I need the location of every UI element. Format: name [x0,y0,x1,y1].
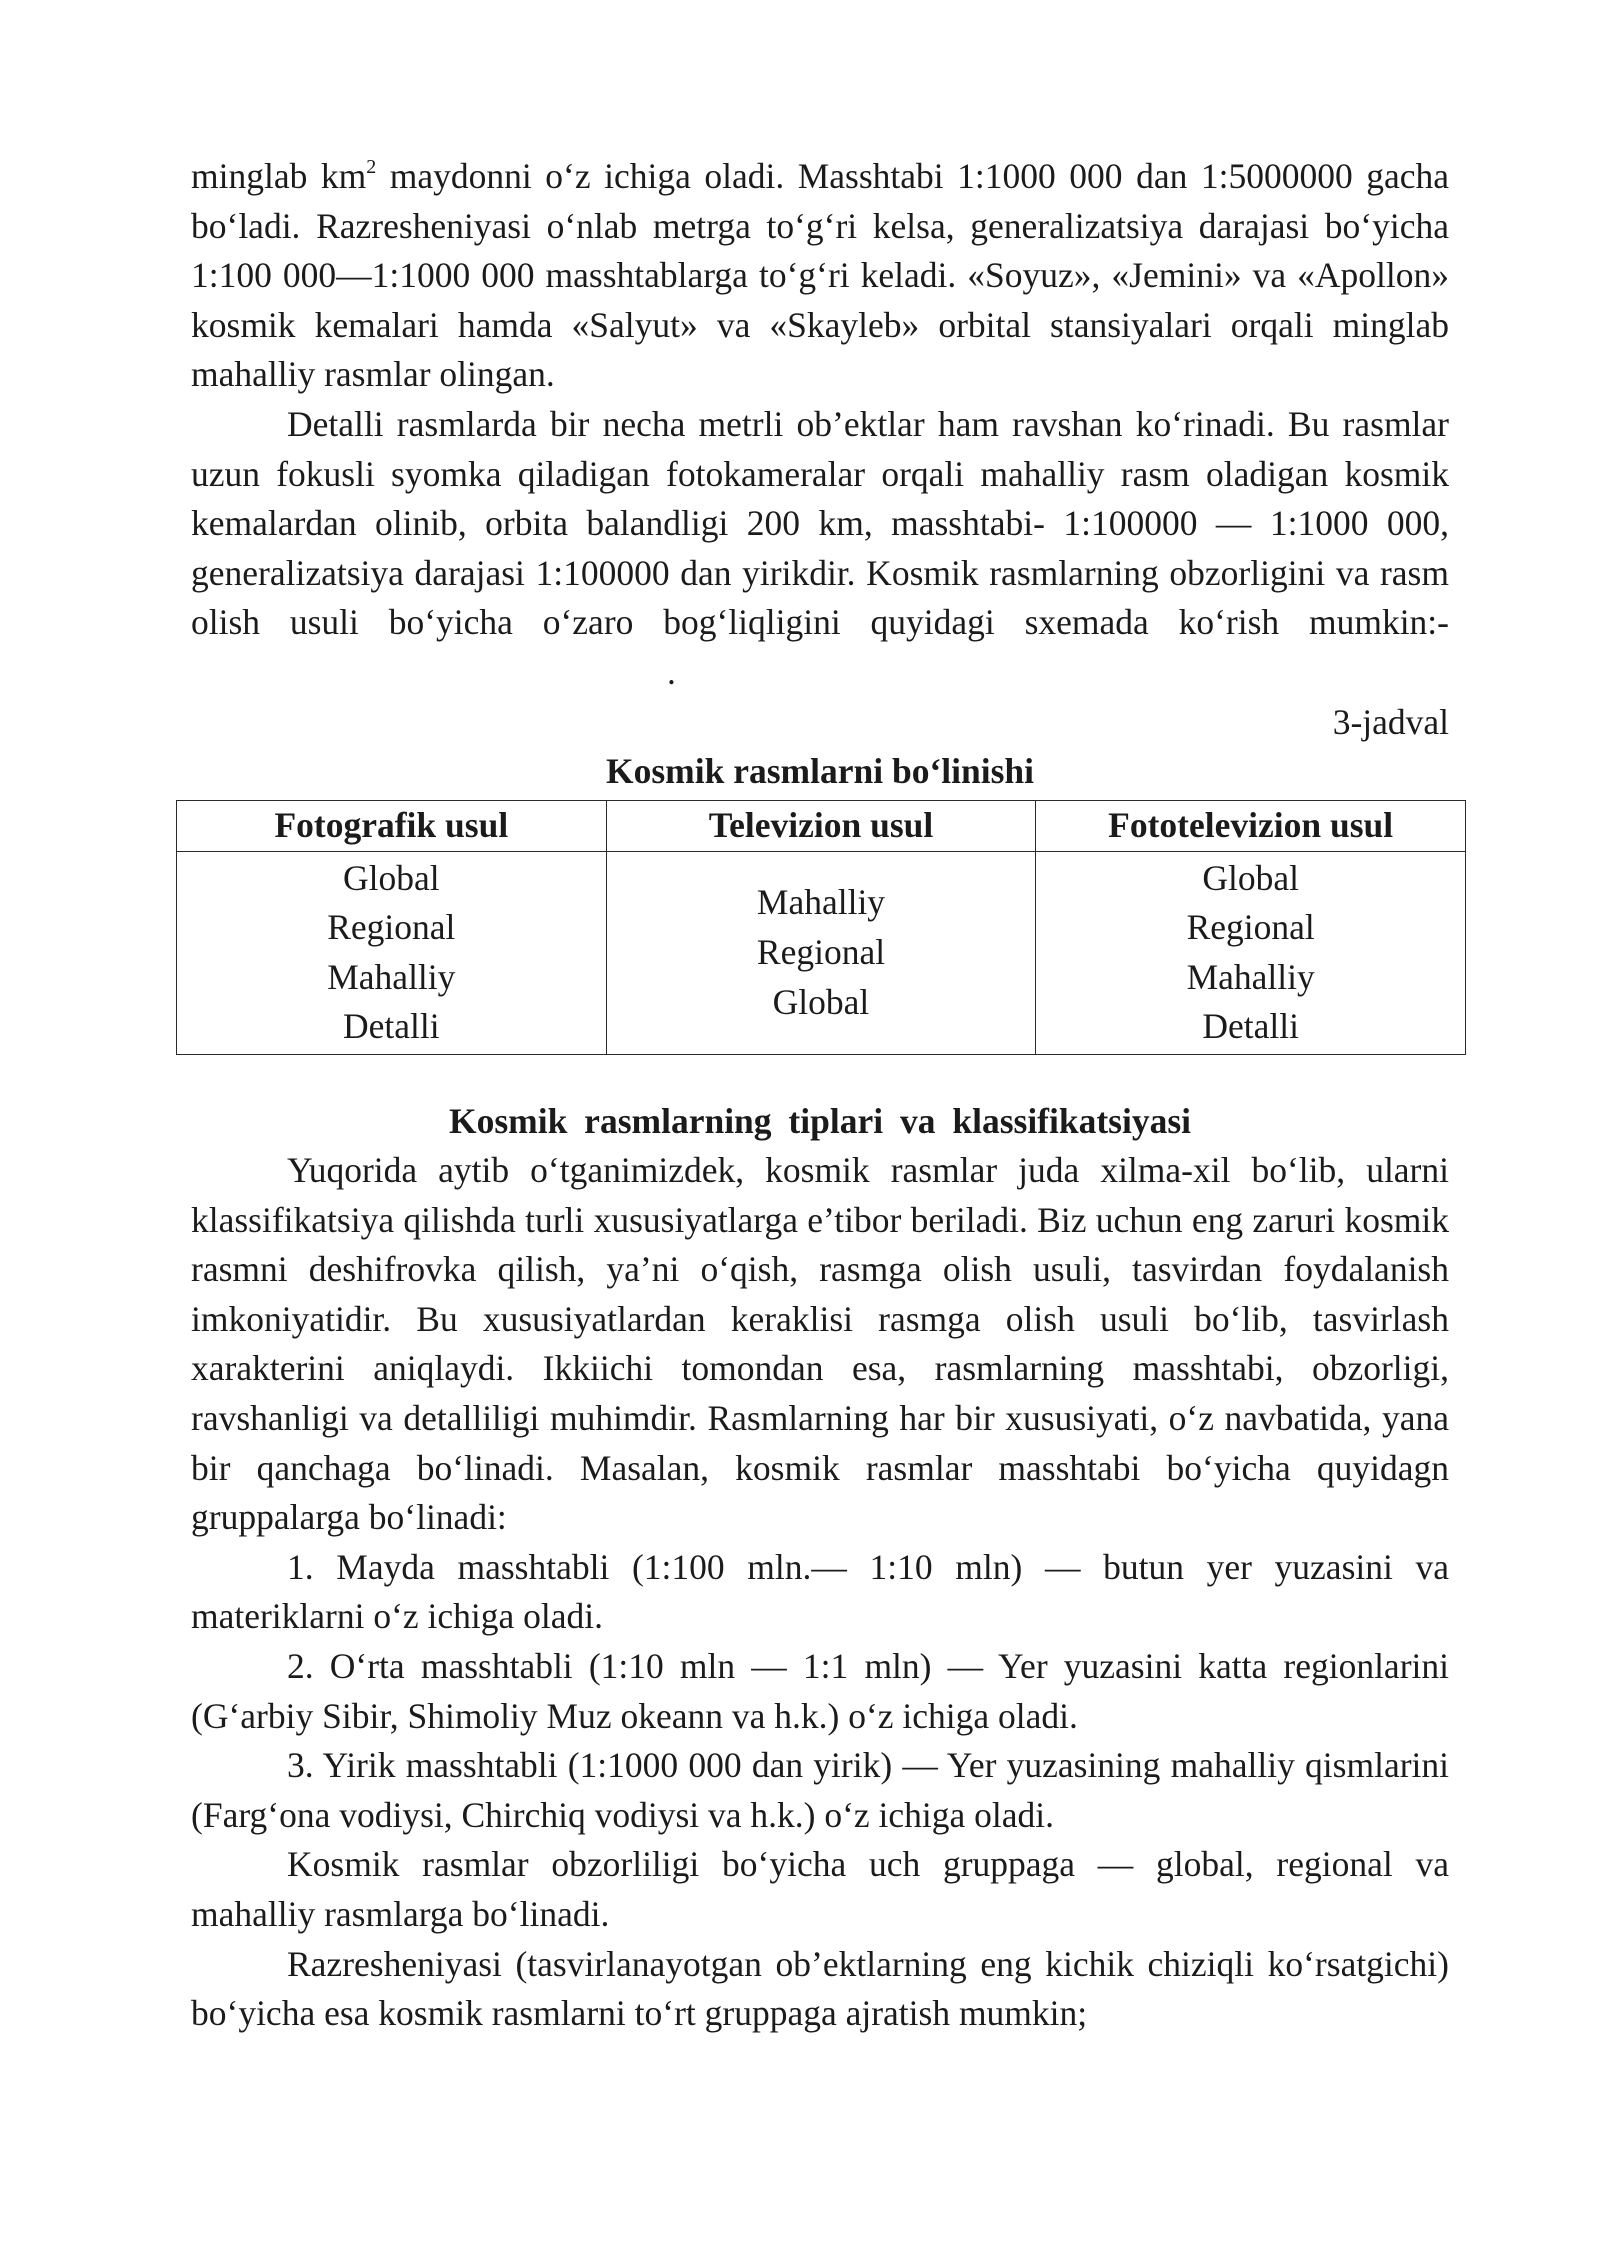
cell-phototelevision [1036,851,1466,1054]
table-row [177,851,1466,1054]
classification-table [176,800,1466,1055]
table-title: Kosmik rasmlarni bo‘linishi [605,751,1035,792]
page-top-text [191,152,1449,797]
header-television: Televizion usul [606,801,1036,852]
cell-item: Global [1202,857,1299,898]
cell-item: Detalli [343,1006,440,1047]
list-item-3: 3. Yirik masshtabli (1:1000 000 dan yirik) — Yer yuzasining mahalliy qismlarini (Farg‘ona vodiysi, Chirchiq vodiysi va h.k.) o‘z ichiga oladi. [191,1745,1449,1835]
cell-item: Detalli [1202,1006,1299,1047]
trailing-dot: . [667,651,676,692]
superscript: 2 [366,156,377,178]
cell-photographic [177,851,607,1054]
paragraph-2-text: Detalli rasmlarda bir necha metrli ob’ektlar ham ravshan ko‘rinadi. Bu rasmlar uzun fokusli syomka qiladigan fotokameralar orqali mahalliy rasm oladigan kosmik kemalardan olinib, orbita balandligi 200 km, masshtabi- 1:100000 — 1:1000 000, generalizatsiya darajasi 1:100000 dan yirikdir. Kosmik rasmlarning obzorligini va rasm olish usuli bo‘yicha o‘zaro bog‘liqligini quyidagi sxemada ko‘rish mumkin:- [191,403,1449,643]
cell-item: Regional [1186,907,1315,948]
section-paragraph-1: Yuqorida aytib o‘tganimizdek, kosmik rasmlar juda xilma-xil bo‘lib, ularni klassifikatsiya qilishda turli xususiyatlarga e’tibor beriladi. Biz uchun eng zaruri kosmik rasmni deshifrovka qilish, ya’ni o‘qish, rasmga olish usuli, tasvirdan foydalanish imkoniyatidir. Bu xususiyatlardan keraklisi rasmga olish usuli bo‘lib, tasvirlash xarakterini aniqlaydi. Ikkiichi tomondan esa, rasmlarning masshtabi, obzorligi, ravshanligi va detalliligi muhimdir. Rasmlarning har bir xususiyati, o‘z navbatida, yana bir qanchaga bo‘linadi. Masalan, kosmik rasmlar masshtabi bo‘yicha quyidagn gruppalarga bo‘linadi: [191,1150,1449,1538]
paragraph-1-start: minglab km [191,156,367,196]
section-heading-wrap [191,1097,1449,1147]
header-photographic: Fotografik usul [177,801,607,852]
cell-item: Mahalliy [327,956,456,997]
cell-item: Global [772,981,870,1022]
cell-item: Mahalliy [756,882,886,923]
section-heading: Kosmik rasmlarning tiplari va klassifikatsiyasi [448,1101,1192,1141]
cell-item: Regional [327,907,456,948]
list-item-1: 1. Mayda masshtabli (1:100 mln.— 1:10 mln) — butun yer yuzasini va materiklarni o‘z ichiga oladi. [191,1546,1449,1637]
paragraph-1 [191,152,1449,400]
cell-item: Global [343,857,440,898]
paragraph-1-rest: maydonni o‘z ichiga oladi. Masshtabi 1:1000 000 dan 1:5000000 gacha bo‘ladi. Razresheniyasi o‘nlab metrga to‘g‘ri kelsa, generalizatsiya darajasi bo‘yicha 1:100 000—1:1000 000 masshtablarga to‘g‘ri keladi. «Soyuz», «Jemini» va «Apollon» kosmik kemalari hamda «Salyut» va «Skayleb» orbital stansiyalari orqali minglab mahalliy rasmlar olingan. [191,156,1449,395]
cell-television [606,851,1036,1054]
cell-item: Mahalliy [1186,956,1315,997]
section-paragraph-3: Razresheniyasi (tasvirlanayotgan ob’ektlarning eng kichik chiziqli ko‘rsatgichi) bo‘yicha esa kosmik rasmlarni to‘rt gruppaga ajratish mumkin; [191,1943,1449,2034]
paragraph-2 [191,400,1449,698]
list-item-2: 2. O‘rta masshtabli (1:10 mln — 1:1 mln) — Yer yuzasini katta regionlarini (G‘arbiy Sibir, Shimoliy Muz okeann va h.k.) o‘z ichiga oladi. [191,1645,1449,1736]
cell-item: Regional [756,931,886,972]
table-header-row [177,801,1466,852]
section-body [191,1146,1449,2039]
header-phototelevision: Fototelevizion usul [1036,801,1466,852]
section-paragraph-2: Kosmik rasmlar obzorliligi bo‘yicha uch gruppaga — global, regional va mahalliy rasmlarga bo‘linadi. [191,1844,1449,1934]
table-number: 3-jadval [1332,701,1449,742]
